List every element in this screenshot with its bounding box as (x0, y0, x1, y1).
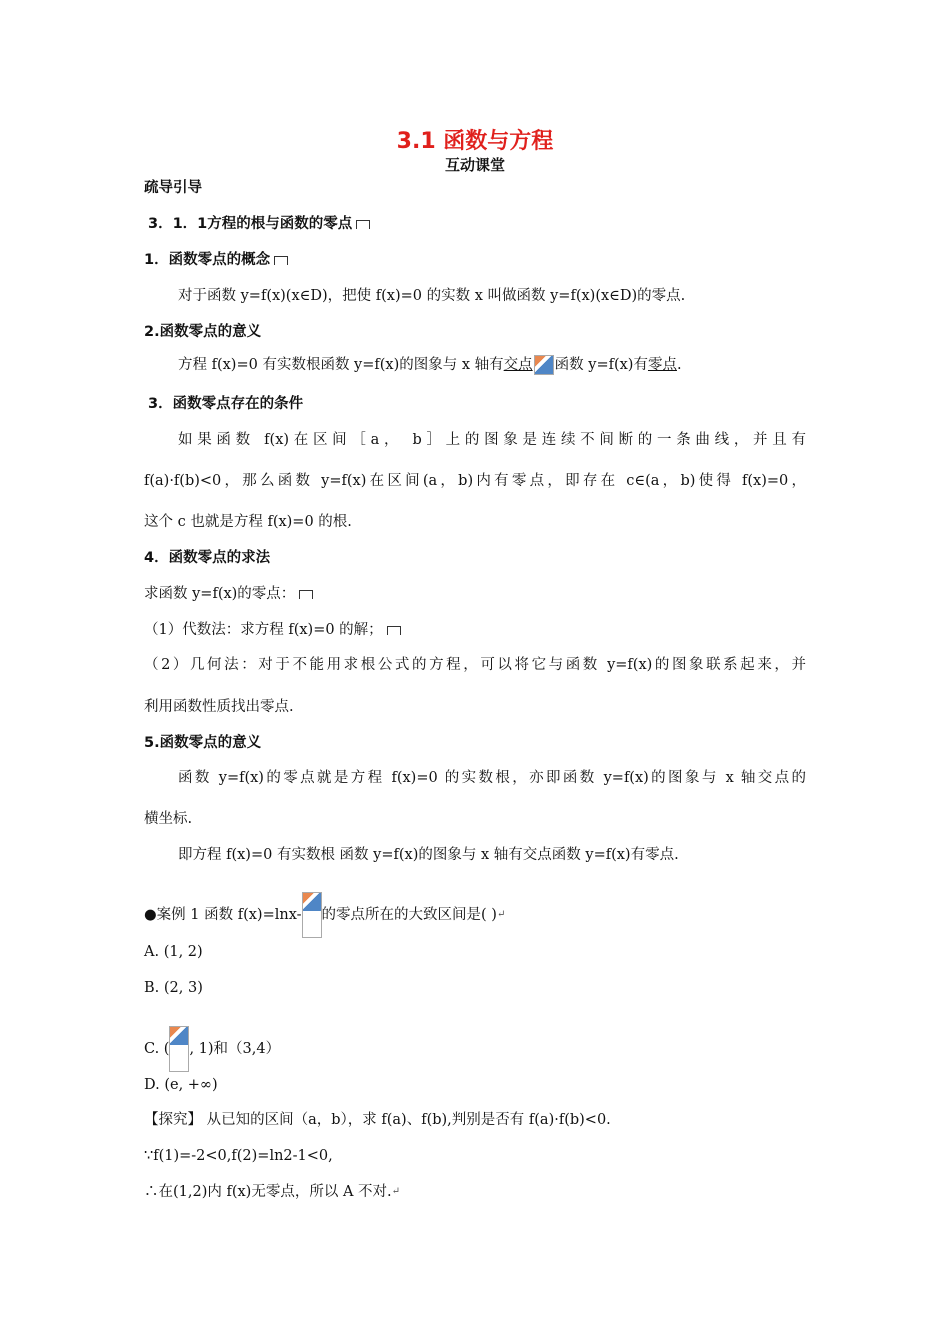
line-break-mark-icon (387, 626, 401, 635)
paragraph-meaning-text-a: 方程 f(x)=0 有实数根函数 y=f(x)的图象与 x 轴有 (178, 357, 504, 373)
paragraph-meaning2-line3: 即方程 f(x)=0 有实数根 函数 y=f(x)的图象与 x 轴有交点函数 y=f(x)有零点. (178, 847, 679, 863)
paragraph-concept: 对于函数 y=f(x)(x∈D)，把使 f(x)=0 的实数 x 叫做函数 y=f(x)(x∈D)的零点. (178, 288, 686, 304)
paragraph-mark-icon: ↵ (391, 1186, 401, 1197)
option-c-text-b: , 1)和（3,4） (189, 1041, 281, 1057)
paragraph-method-intro-text: 求函数 y=f(x)的零点： (144, 586, 296, 602)
option-b: B. (2, 3) (144, 980, 203, 996)
case-question-text-b: 的零点所在的大致区间是( ) (321, 907, 497, 923)
explore-paragraph: 【探究】 从已知的区间（a，b），求 f(a)、f(b),判别是否有 f(a)·f(b)<0. (144, 1112, 611, 1128)
heading-meaning-2: 5.函数零点的意义 (144, 735, 262, 751)
paragraph-meaning2-line2: 横坐标. (144, 811, 193, 827)
paragraph-mark-icon: ↵ (496, 909, 506, 920)
page-subtitle: 互动课堂 (444, 156, 505, 174)
heading-concept (144, 250, 288, 270)
subsection-heading (148, 214, 370, 234)
paragraph-meaning-text-c: . (676, 357, 682, 373)
paragraph-condition-line3: 这个 c 也就是方程 f(x)=0 的根. (144, 514, 352, 530)
paragraph-meaning2-line1: 函数 y=f(x)的零点就是方程 f(x)=0 的实数根，亦即函数 y=f(x)的图象与 x 轴交点的 (178, 770, 806, 786)
option-c-text-a: C. ( (144, 1041, 170, 1057)
line-break-mark-icon (356, 220, 370, 229)
paragraph-method-algebra-text: （1）代数法：求方程 f(x)=0 的解； (144, 622, 383, 638)
paragraph-method-intro (144, 584, 313, 604)
fraction-formula-image-icon (302, 892, 322, 938)
heading-meaning: 2.函数零点的意义 (144, 324, 262, 340)
heading-condition: 3．函数零点存在的条件 (148, 396, 304, 412)
heading-concept-text: 1．函数零点的概念 (144, 252, 271, 268)
paragraph-condition-line2: f(a)·f(b)<0，那么函数 y=f(x)在区间(a，b)内有零点，即存在 c∈(a，b)使得 f(x)=0， (144, 473, 806, 489)
paragraph-meaning (178, 355, 682, 375)
page-title: 3.1 函数与方程 (396, 129, 554, 154)
underlined-zero: 零点 (647, 357, 677, 373)
paragraph-method-geometry-line2: 利用函数性质找出零点. (144, 699, 294, 715)
paragraph-method-algebra (144, 620, 401, 640)
case-question (144, 892, 505, 938)
equivalence-symbol-image-icon (534, 355, 554, 375)
section-guide-heading: 疏导引导 (144, 180, 202, 196)
option-c (144, 1026, 280, 1072)
line-break-mark-icon (299, 590, 313, 599)
therefore-line (144, 1182, 400, 1202)
option-d: D. (e, +∞) (144, 1077, 218, 1093)
because-line: ∵f(1)=-2<0,f(2)=ln2-1<0, (144, 1148, 333, 1164)
paragraph-meaning-text-b: 函数 y=f(x)有 (554, 357, 648, 373)
subsection-heading-text: 3．1．1方程的根与函数的零点 (148, 216, 353, 232)
therefore-line-text: ∴在(1,2)内 f(x)无零点，所以 A 不对. (144, 1184, 392, 1200)
paragraph-method-geometry-line1: （2）几何法：对于不能用求根公式的方程，可以将它与函数 y=f(x)的图象联系起来，并 (144, 657, 806, 673)
case-question-text-a: ●案例 1 函数 f(x)=lnx- (144, 907, 302, 923)
option-a: A. (1, 2) (144, 944, 203, 960)
underlined-intersection: 交点 (503, 357, 533, 373)
reciprocal-e-image-icon (169, 1026, 189, 1072)
paragraph-condition-line1: 如果函数 f(x)在区间［a， b］上的图象是连续不间断的一条曲线，并且有 (178, 432, 806, 448)
heading-method: 4．函数零点的求法 (144, 550, 271, 566)
line-break-mark-icon (274, 256, 288, 265)
